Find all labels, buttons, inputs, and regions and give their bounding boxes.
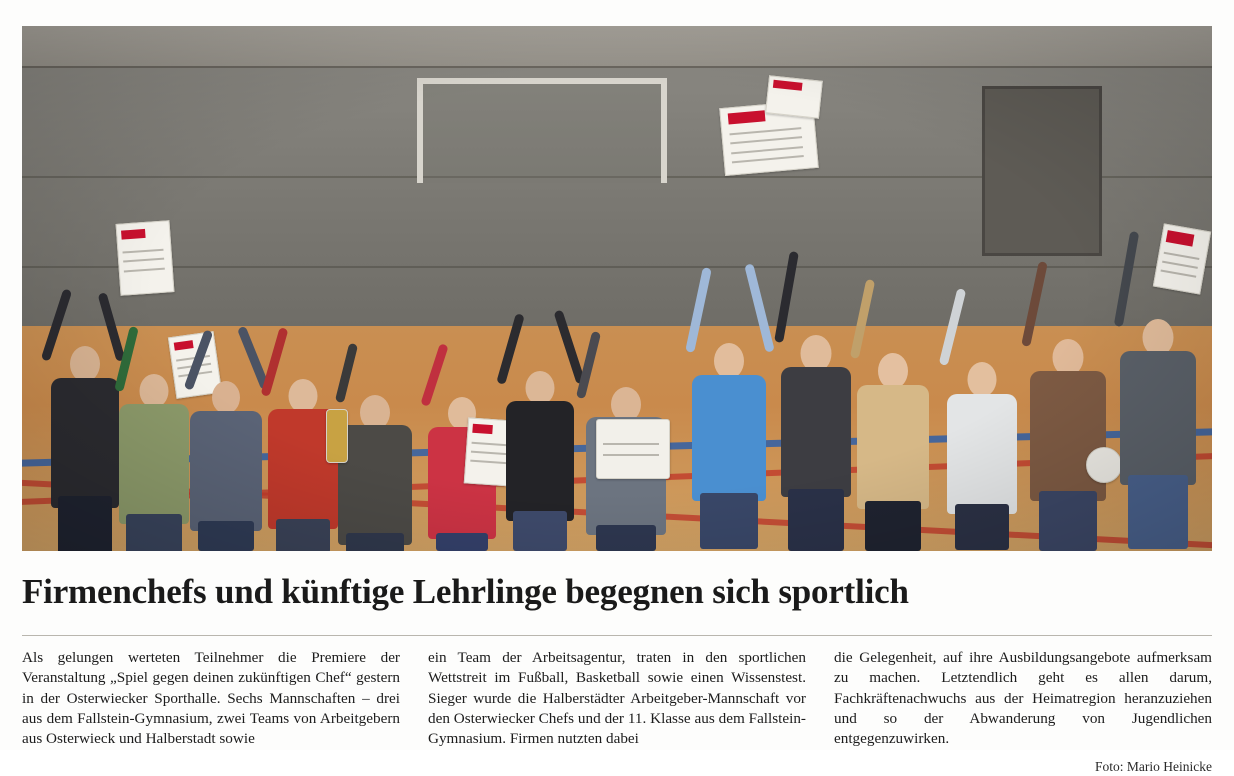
- person: [46, 196, 124, 551]
- person: [422, 239, 502, 551]
- person: [500, 221, 580, 551]
- body-column-3: [834, 648, 1212, 776]
- body-column-3-text: die Gelegenheit, auf ihre Ausbildungsangebote aufmerksam zu machen. Letztendlich geht es allen darum, Fachkräftenachwuchs aus der Heimatregion heranzuziehen und so der Abwanderung von Jugendlichen entgegenzuwirken.: [834, 648, 1212, 748]
- certificate: [116, 220, 175, 296]
- body-column-1: Als gelungen werteten Teilnehmer die Premiere der Veranstaltung „Spiel gegen deinen zukünftigen Chef“ gestern in der Osterwiecker Sporthalle. Sechs Mannschaften – drei aus dem Fallstein-Gymnasium, zwei Teams von Arbeitgebern aus Osterwieck und Halberstadt sowie: [22, 648, 400, 748]
- person: [774, 191, 858, 551]
- person: [578, 233, 674, 551]
- article: [22, 26, 1212, 774]
- article-photo: [22, 26, 1212, 551]
- headline-rule: [22, 635, 1212, 636]
- person: [940, 206, 1024, 551]
- tshirt: [596, 419, 670, 479]
- article-body: [22, 648, 1212, 776]
- certificate: [765, 75, 823, 118]
- trophy: [326, 409, 348, 463]
- person: [184, 221, 268, 551]
- person: [850, 201, 936, 551]
- brochure: [1153, 223, 1211, 294]
- person: [1112, 179, 1204, 551]
- headline: Firmenchefs und künftige Lehrlinge begegnen sich sportlich: [22, 572, 909, 611]
- person: [686, 201, 772, 551]
- body-column-2: ein Team der Arbeitsagentur, traten in den sportlichen Wettstreit im Fußball, Basketball sowie einen Wissenstest. Sieger wurde die Halberstädter Arbeitgeber-Mannschaft vor den Osterwiecker Chefs und der 11. Klasse aus dem Fallstein-Gymnasium. Firmen nutzten dabei: [428, 648, 806, 748]
- person: [332, 233, 418, 551]
- photo-credit: Foto: Mario Heinicke: [1095, 758, 1212, 774]
- crowd-group: [22, 26, 1212, 551]
- person: [1022, 191, 1114, 551]
